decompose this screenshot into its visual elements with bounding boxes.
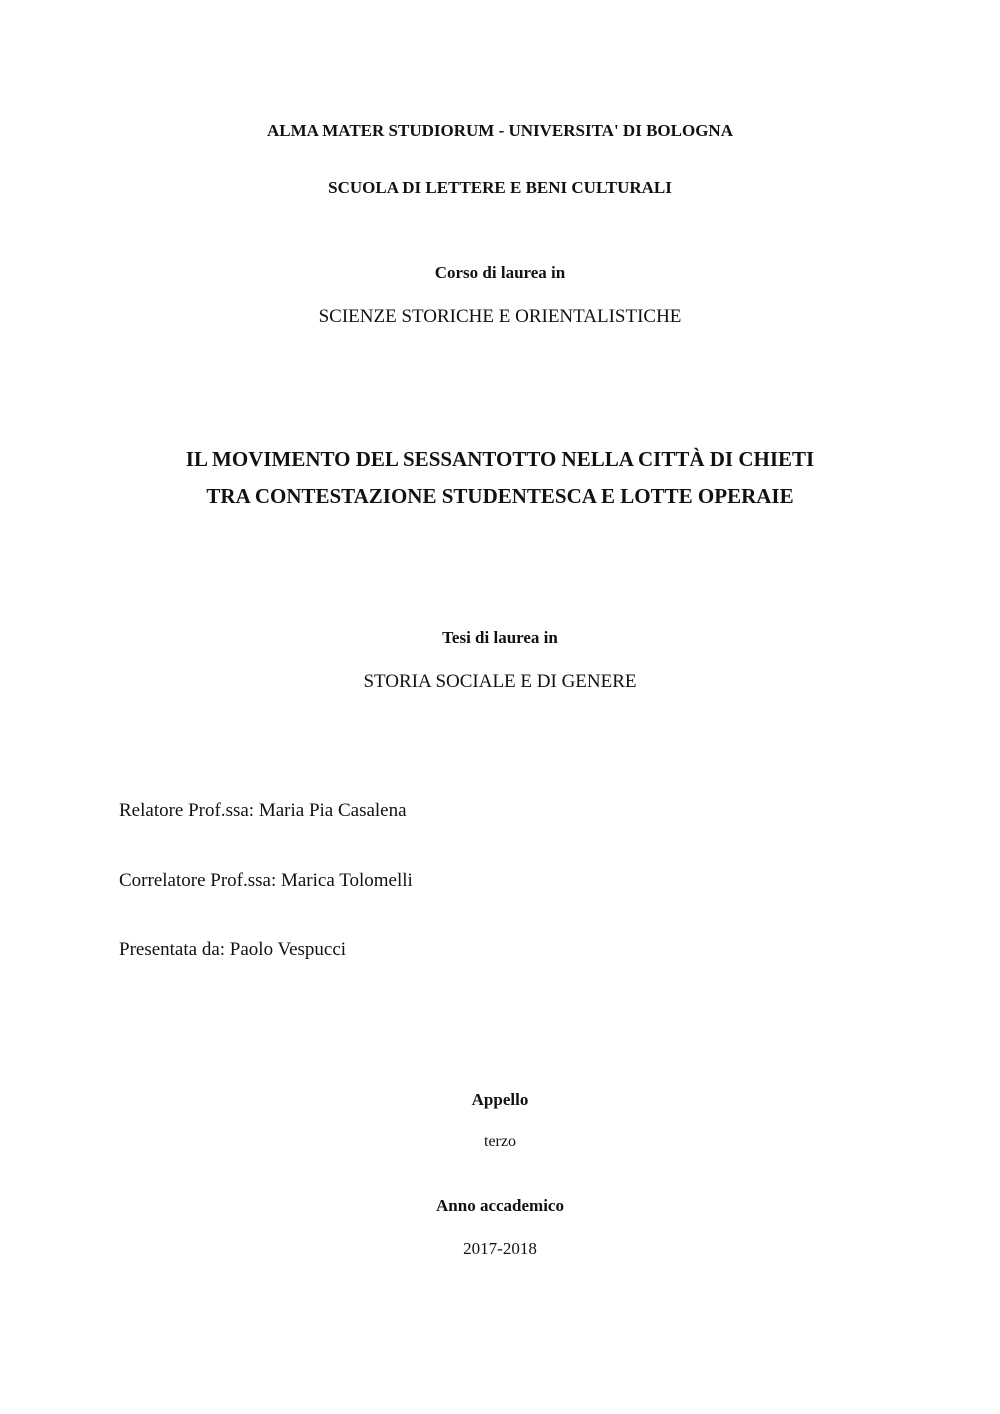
course-label: Corso di laurea in [434,263,566,282]
relatore: Relatore Prof.ssa: Maria Pia Casalena [119,800,407,821]
presentata-da: Presentata da: Paolo Vespucci [119,939,347,960]
school-name: SCUOLA DI LETTERE E BENI CULTURALI [328,178,672,197]
correlatore: Correlatore Prof.ssa: Marica Tolomelli [119,870,413,891]
course-name: SCIENZE STORICHE E ORIENTALISTICHE [318,306,682,327]
anno-accademico-value: 2017-2018 [463,1239,537,1258]
university-name: ALMA MATER STUDIORUM - UNIVERSITA' DI BOLOGNA [267,121,733,140]
thesis-label: Tesi di laurea in [442,628,558,647]
appello-value: terzo [484,1133,516,1150]
appello-label: Appello [471,1090,529,1109]
thesis-title-line-1: IL MOVIMENTO DEL SESSANTOTTO NELLA CITTÀ DI CHIETI [185,447,815,471]
thesis-subject: STORIA SOCIALE E DI GENERE [363,671,637,692]
thesis-title-line-2: TRA CONTESTAZIONE STUDENTESCA E LOTTE OPERAIE [206,484,794,508]
anno-accademico-label: Anno accademico [436,1196,564,1215]
